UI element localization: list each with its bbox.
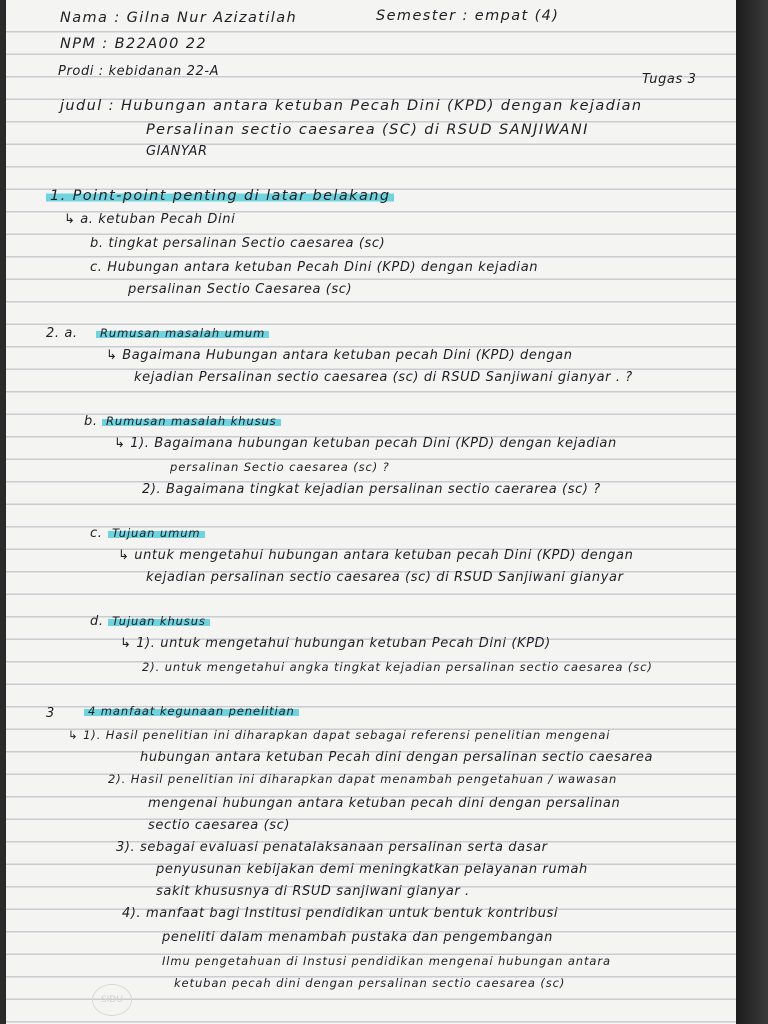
section-2b-line-1: ↳ 1). Bagaimana hubungan ketuban pecah Dini (KPD) dengan kejadian (114, 436, 617, 451)
benefit-1-line-2: hubungan antara ketuban Pecah dini dengan persalinan sectio caesarea (140, 750, 654, 765)
section-2b-heading: Rumusan masalah khusus (102, 414, 281, 428)
section-2d-line-2: 2). untuk mengetahui angka tingkat kejadian persalinan sectio caesarea (sc) (142, 660, 653, 674)
title-line-2: Persalinan sectio caesarea (SC) di RSUD SANJIWANI (146, 122, 589, 138)
section-1-item-b: b. tingkat persalinan Sectio caesarea (sc) (90, 236, 386, 251)
student-name: Nama : Gilna Nur Azizatilah (60, 10, 298, 26)
benefit-3-line-1: 3). sebagai evaluasi penatalaksanaan persalinan serta dasar (116, 840, 548, 855)
section-2d-heading: Tujuan khusus (108, 614, 210, 628)
section-3-heading: 4 manfaat kegunaan penelitian (84, 704, 299, 718)
section-2d-line-1: ↳ 1). untuk mengetahui hubungan ketuban Pecah Dini (KPD) (120, 636, 551, 651)
section-2b-number: b. (84, 414, 98, 429)
benefit-4-line-3: Ilmu pengetahuan di Instusi pendidikan mengenai hubungan antara (162, 954, 611, 968)
benefit-4-line-4: ketuban pecah dini dengan persalinan sectio caesarea (sc) (174, 976, 566, 990)
benefit-3-line-2: penyusunan kebijakan demi meningkatkan pelayanan rumah (156, 862, 588, 877)
section-2c-number: c. (90, 526, 103, 541)
benefit-4-line-2: peneliti dalam menambah pustaka dan pengembangan (162, 930, 553, 945)
section-2d-number: d. (90, 614, 104, 629)
section-2b-line-2: persalinan Sectio caesarea (sc) ? (170, 460, 390, 474)
section-2a-number: 2. a. (46, 326, 78, 341)
notebook-page (6, 0, 736, 1024)
section-2a-heading: Rumusan masalah umum (96, 326, 269, 340)
benefit-3-line-3: sakit khususnya di RSUD sanjiwani gianyar . (156, 884, 470, 899)
faded-stamp: SIDU (92, 984, 132, 1016)
section-2b-line-3: 2). Bagaimana tingkat kejadian persalinan sectio caerarea (sc) ? (142, 482, 601, 497)
section-2c-line-2: kejadian persalinan sectio caesarea (sc) di RSUD Sanjiwani gianyar (146, 570, 624, 585)
section-1-item-a: ↳ a. ketuban Pecah Dini (64, 212, 236, 227)
student-npm: NPM : B22A00 22 (60, 36, 208, 52)
section-3-number: 3 (46, 706, 55, 721)
benefit-4-line-1: 4). manfaat bagi Institusi pendidikan untuk bentuk kontribusi (122, 906, 559, 921)
section-2a-line-1: ↳ Bagaimana Hubungan antara ketuban pecah Dini (KPD) dengan (106, 348, 573, 363)
background-edge (736, 0, 768, 1024)
section-1-heading: 1. Point-point penting di latar belakang (46, 188, 394, 204)
section-1-item-c-line-1: c. Hubungan antara ketuban Pecah Dini (KPD) dengan kejadian (90, 260, 539, 275)
benefit-1-line-1: ↳ 1). Hasil penelitian ini diharapkan dapat sebagai referensi penelitian mengenai (68, 728, 611, 742)
section-2c-heading: Tujuan umum (108, 526, 205, 540)
section-2c-line-1: ↳ untuk mengetahui hubungan antara ketuban pecah Dini (KPD) dengan (118, 548, 634, 563)
title-line-1: judul : Hubungan antara ketuban Pecah Dini (KPD) dengan kejadian (60, 98, 643, 114)
assignment-label: Tugas 3 (642, 72, 697, 87)
benefit-2-line-3: sectio caesarea (sc) (148, 818, 291, 833)
study-program: Prodi : kebidanan 22-A (58, 64, 220, 79)
section-1-item-c-line-2: persalinan Sectio Caesarea (sc) (128, 282, 353, 297)
title-line-3: GIANYAR (146, 144, 208, 159)
benefit-2-line-2: mengenai hubungan antara ketuban pecah dini dengan persalinan (148, 796, 621, 811)
section-2a-line-2: kejadian Persalinan sectio caesarea (sc) di RSUD Sanjiwani gianyar . ? (134, 370, 633, 385)
semester: Semester : empat (4) (376, 8, 560, 24)
benefit-2-line-1: 2). Hasil penelitian ini diharapkan dapat menambah pengetahuan / wawasan (108, 772, 618, 786)
